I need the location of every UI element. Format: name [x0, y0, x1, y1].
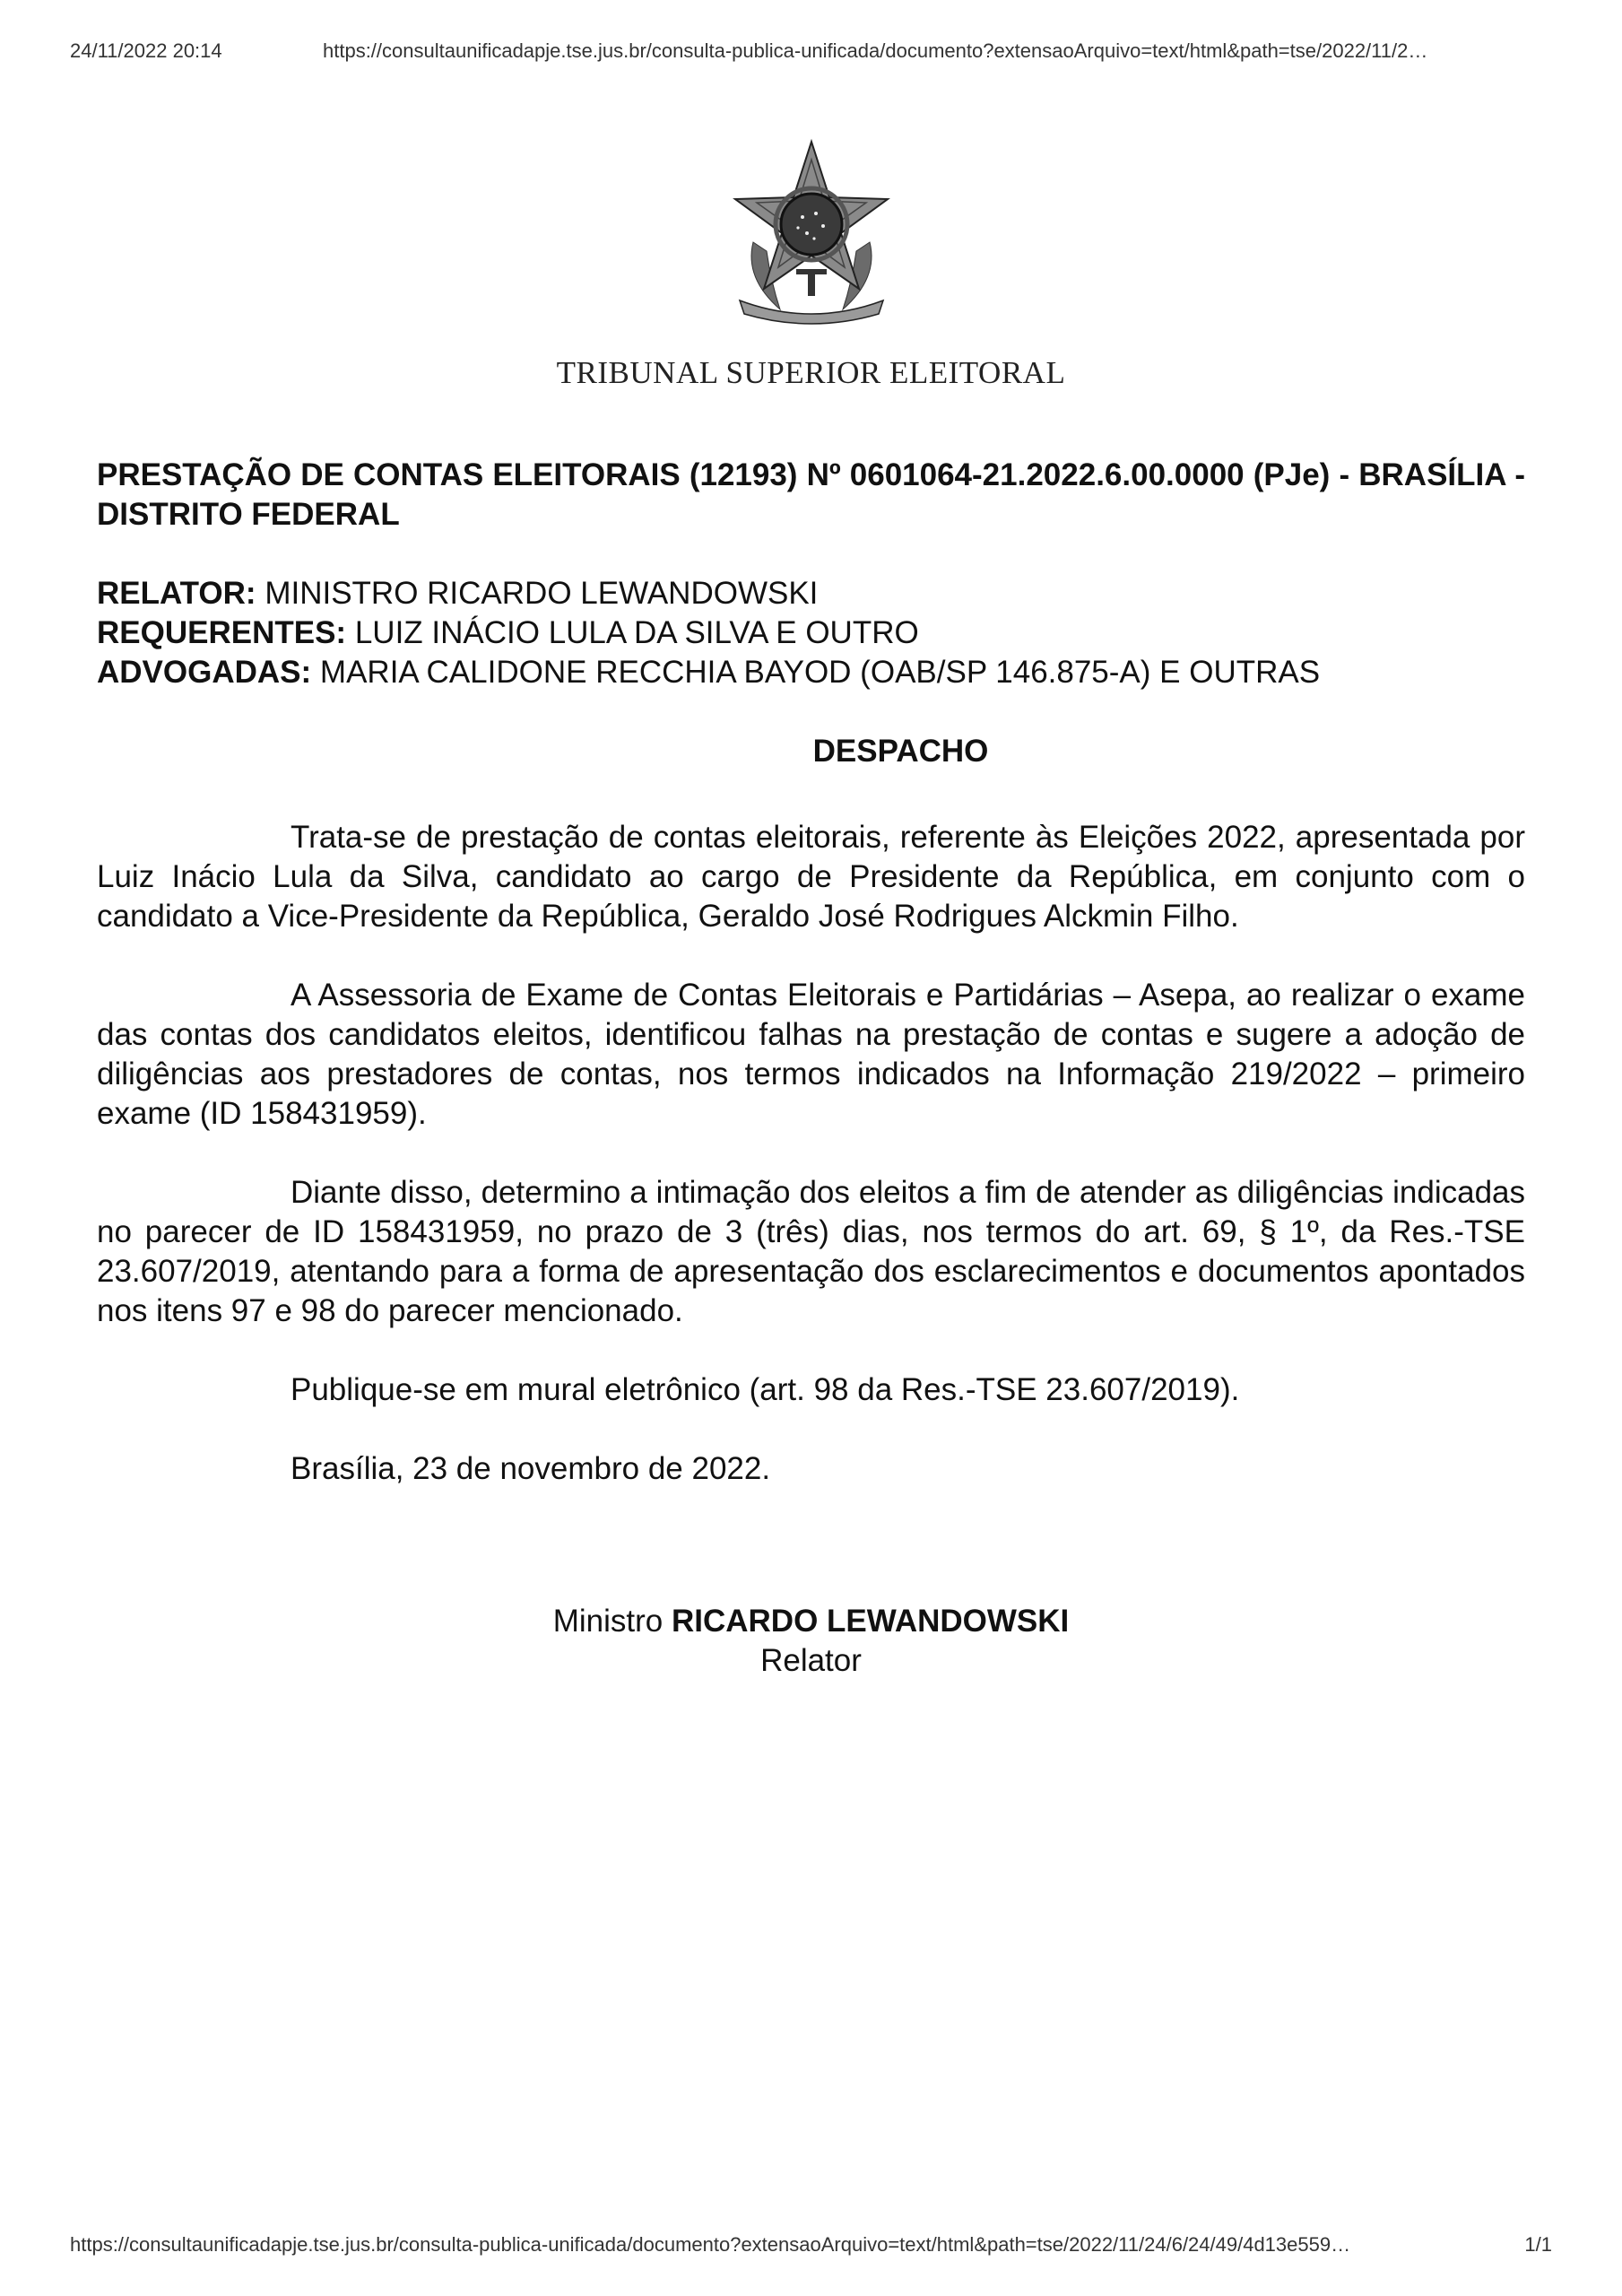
- party-requerentes: [97, 613, 1525, 653]
- brazil-coat-of-arms-icon: [717, 135, 906, 327]
- signature-name: RICARDO LEWANDOWSKI: [671, 1604, 1070, 1639]
- party-value: LUIZ INÁCIO LULA DA SILVA E OUTRO: [354, 615, 919, 650]
- party-advogadas: [97, 653, 1525, 692]
- signature-prefix: Ministro: [552, 1604, 664, 1639]
- signature-block: [97, 1602, 1525, 1681]
- party-label: ADVOGADAS:: [97, 655, 312, 690]
- paragraph: Publique-se em mural eletrônico (art. 98 da Res.-TSE 23.607/2019).: [291, 1372, 1240, 1407]
- document-body: [97, 456, 1525, 1681]
- parties: [97, 574, 1525, 692]
- party-relator: [97, 574, 1525, 613]
- print-url: https://consultaunificadapje.tse.jus.br/consulta-publica-unificada/documento?extensaoArquivo=text/html&path=tse/2022/11/2…: [323, 39, 1428, 62]
- case-title: PRESTAÇÃO DE CONTAS ELEITORAIS (12193) Nº 0601064-21.2022.6.00.0000 (PJe) - BRASÍLIA - DISTRITO FEDERAL: [97, 457, 1525, 532]
- paragraph: Diante disso, determino a intimação dos eleitos a fim de atender as diligências indicadas no parecer de ID 158431959, no prazo de 3 (três) dias, nos termos do art. 69, § 1º, da Res.-TSE 23.607/2019, atentando para a forma de apresentação dos esclarecimentos e documentos apontados nos itens 97 e 98 do parecer mencionado.: [97, 1175, 1525, 1328]
- court-name: TRIBUNAL SUPERIOR ELEITORAL: [556, 355, 1066, 390]
- document-type-heading: DESPACHO: [812, 734, 989, 769]
- party-value: MINISTRO RICARDO LEWANDOWSKI: [265, 576, 819, 611]
- date-line: Brasília, 23 de novembro de 2022.: [291, 1451, 771, 1486]
- party-value: MARIA CALIDONE RECCHIA BAYOD (OAB/SP 146.875-A) E OUTRAS: [319, 655, 1321, 690]
- signature-name-line: [97, 1602, 1525, 1641]
- paragraph: Trata-se de prestação de contas eleitorais, referente às Eleições 2022, apresentada por Luiz Inácio Lula da Silva, candidato ao cargo de Presidente da República, em conjunto com o candidato a Vice-Presidente da República, Geraldo José Rodrigues Alckmin Filho.: [97, 820, 1525, 934]
- party-label: REQUERENTES:: [97, 615, 347, 650]
- print-footer: [70, 2233, 1552, 2260]
- paragraph: A Assessoria de Exame de Contas Eleitorais e Partidárias – Asepa, ao realizar o exame das contas dos candidatos eleitos, identificou falhas na prestação de contas e sugere a adoção de diligências aos prestadores de contas, nos termos indicados na Informação 219/2022 – primeiro exame (ID 158431959).: [97, 978, 1525, 1131]
- page-number: 1/1: [1524, 2233, 1552, 2256]
- print-header: [70, 39, 1552, 66]
- party-label: RELATOR:: [97, 576, 256, 611]
- signature-role: Relator: [760, 1643, 862, 1678]
- print-datetime: 24/11/2022 20:14: [70, 39, 222, 62]
- footer-url: https://consultaunificadapje.tse.jus.br/consulta-publica-unificada/documento?extensaoArquivo=text/html&path=tse/2022/11/24/6/24/49/4d13e559…: [70, 2233, 1351, 2256]
